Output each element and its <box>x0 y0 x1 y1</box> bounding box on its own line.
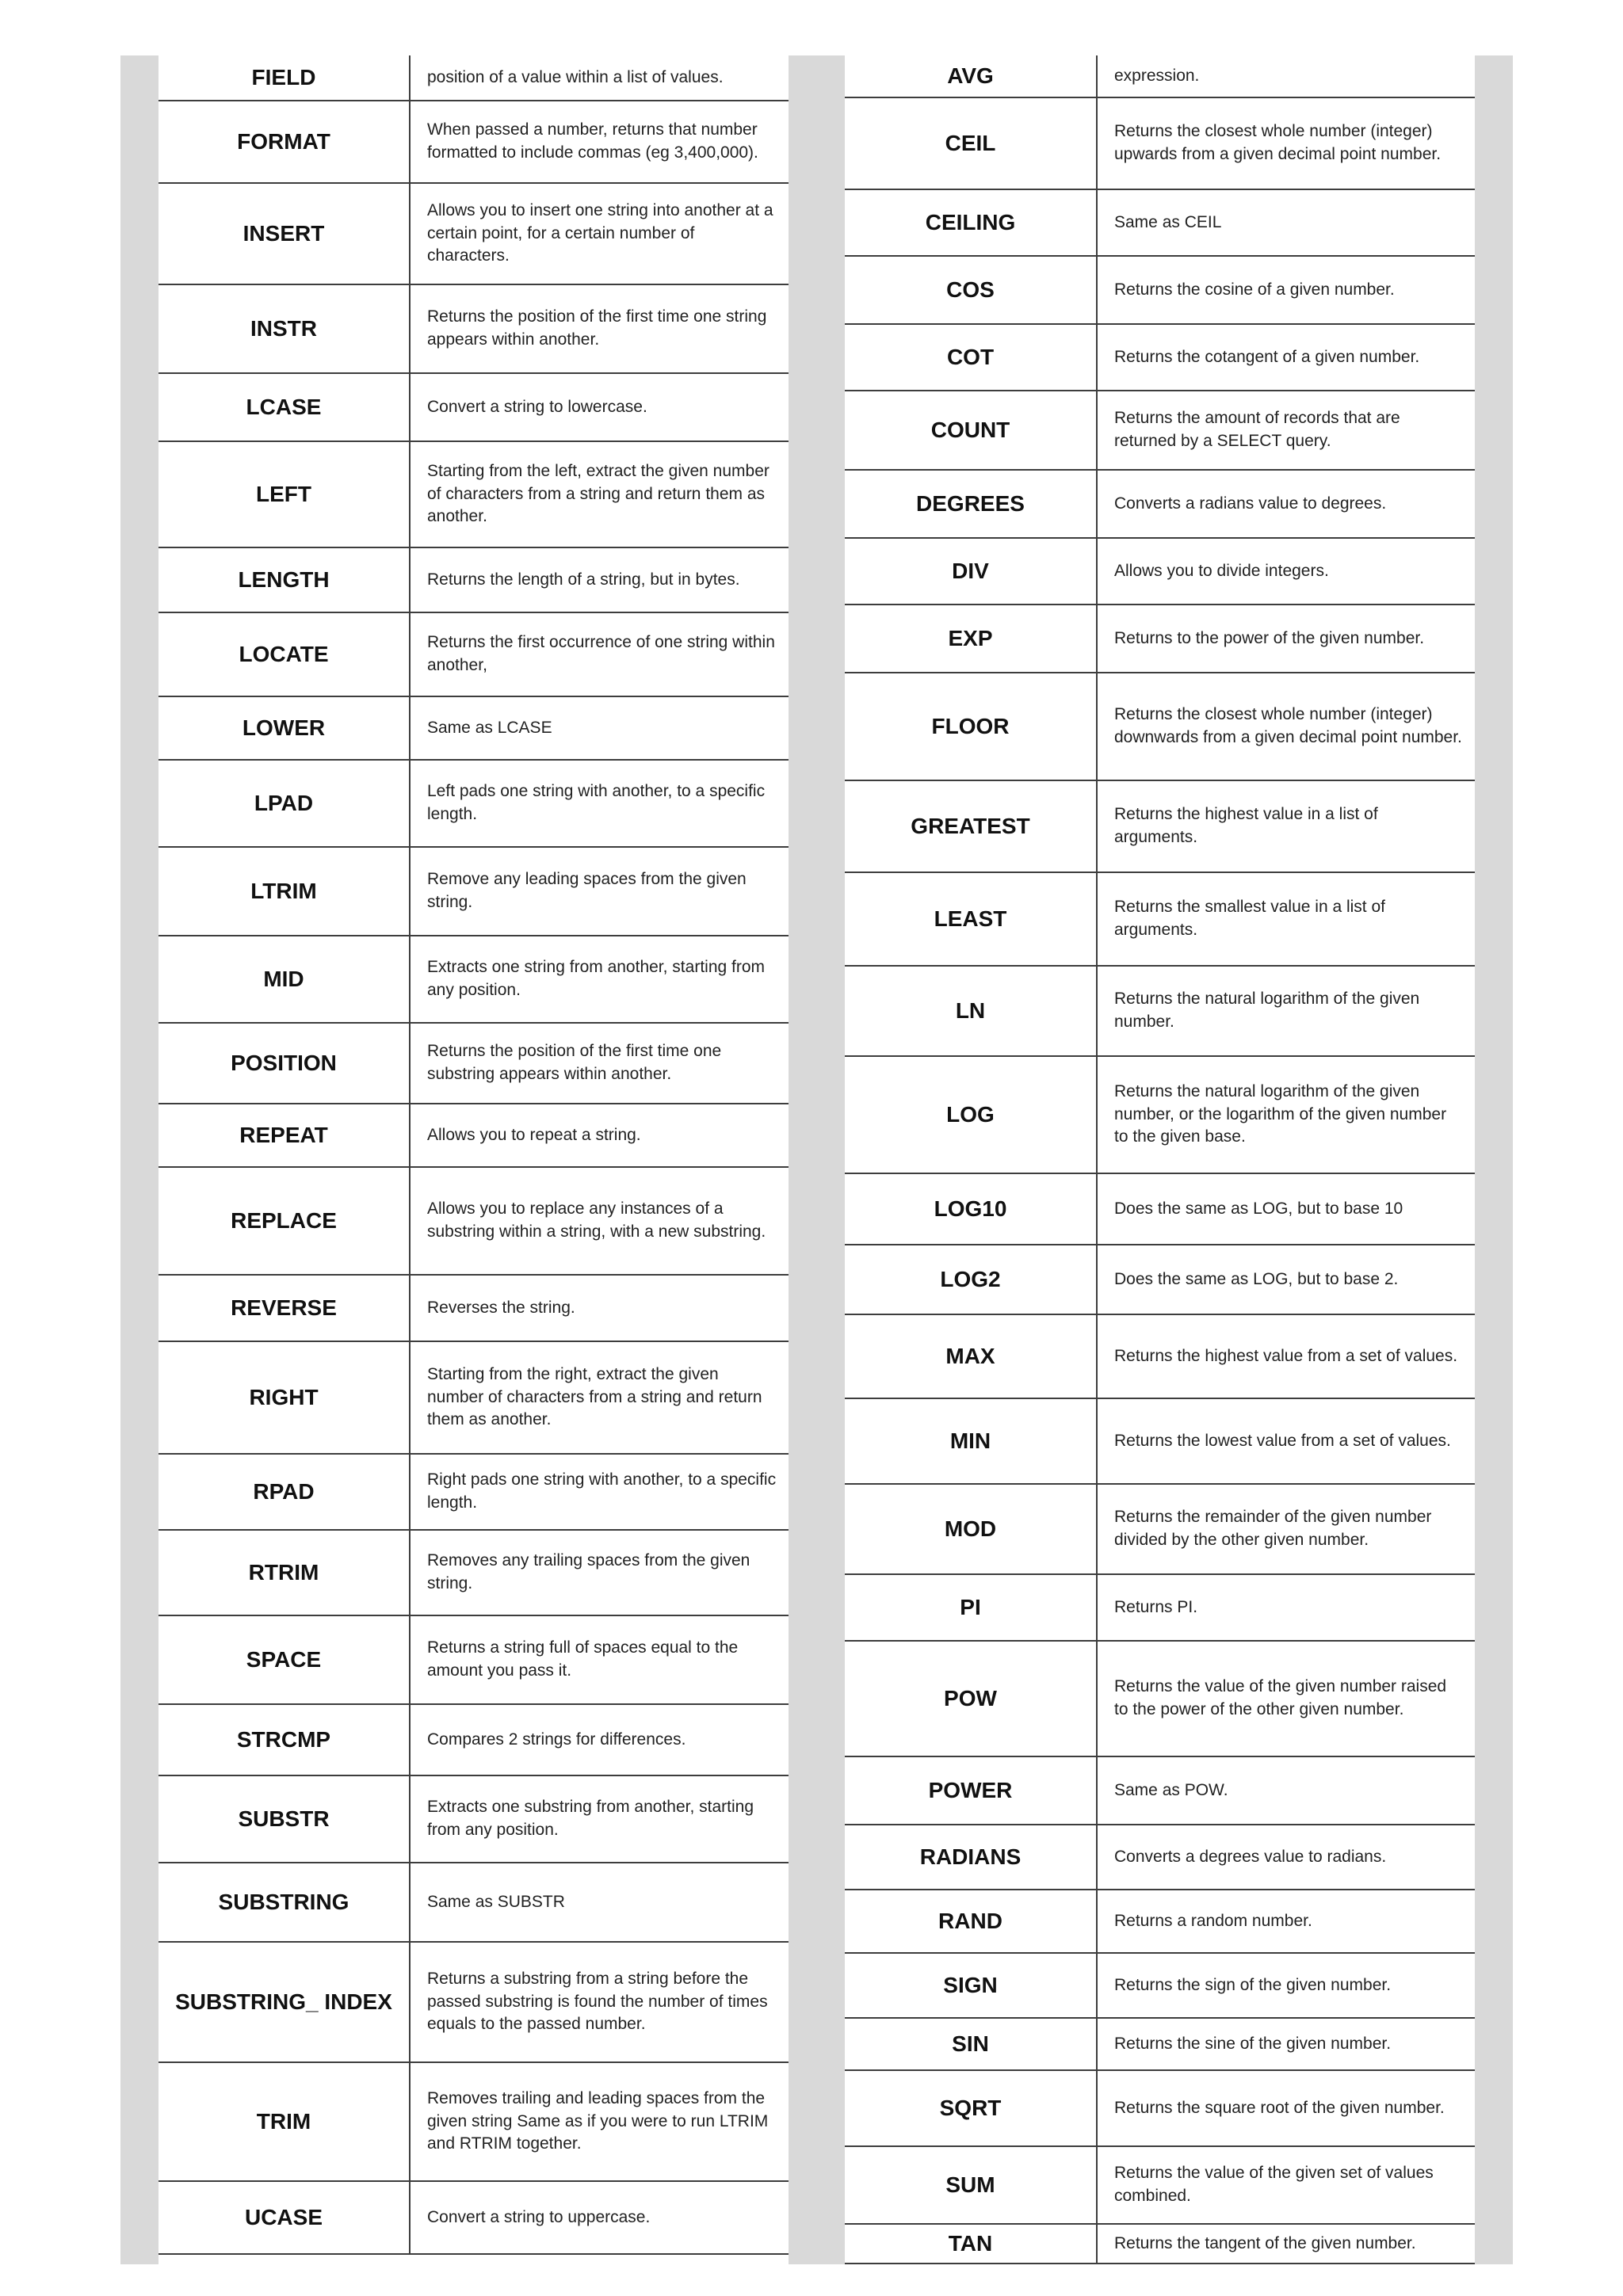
table-row <box>158 613 789 697</box>
table-row <box>158 55 789 101</box>
function-name: FLOOR <box>845 673 1098 780</box>
left-margin-band <box>120 55 158 2264</box>
table-row <box>845 98 1475 190</box>
function-description: Returns the cotangent of a given number. <box>1114 347 1420 366</box>
function-name: INSERT <box>158 184 411 284</box>
function-description: position of a value within a list of values. <box>427 67 724 86</box>
function-description: Reverses the string. <box>427 1298 575 1317</box>
function-name: LOG10 <box>845 1174 1098 1244</box>
table-row <box>158 374 789 442</box>
numeric-functions-table <box>845 55 1475 2264</box>
function-description: Returns the first occurrence of one string within another, <box>427 633 775 674</box>
function-description: Returns the highest value from a set of values. <box>1114 1346 1458 1365</box>
table-row <box>845 1890 1475 1954</box>
function-name: RADIANS <box>845 1825 1098 1889</box>
table-row <box>158 442 789 548</box>
function-name: COT <box>845 325 1098 390</box>
table-row <box>845 1642 1475 1757</box>
function-name: FIELD <box>158 55 411 100</box>
function-name: SIGN <box>845 1954 1098 2017</box>
function-name: COUNT <box>845 391 1098 469</box>
table-row <box>158 1776 789 1863</box>
table-row <box>845 2071 1475 2147</box>
table-row <box>158 1342 789 1455</box>
table-row <box>845 257 1475 325</box>
function-name: MID <box>158 936 411 1022</box>
table-row <box>845 1174 1475 1245</box>
function-name: SUBSTRING_ INDEX <box>158 1943 411 2061</box>
function-name: PI <box>845 1575 1098 1640</box>
function-name: CEILING <box>845 190 1098 255</box>
function-description: Left pads one string with another, to a specific length. <box>427 782 766 823</box>
function-name: LCASE <box>158 374 411 441</box>
function-name: DIV <box>845 539 1098 604</box>
right-margin-band <box>1475 55 1513 2264</box>
function-description: When passed a number, returns that number formatted to include commas (eg 3,400,000). <box>427 120 758 162</box>
function-description: Allows you to repeat a string. <box>427 1125 641 1144</box>
table-row <box>845 1575 1475 1642</box>
function-name: MIN <box>845 1399 1098 1483</box>
function-description: Returns the closest whole number (integer) upwards from a given decimal point number. <box>1114 122 1442 163</box>
function-description: Returns the sine of the given number. <box>1114 2034 1392 2053</box>
table-row <box>158 936 789 1024</box>
function-name: COS <box>845 257 1098 323</box>
function-description: Returns a substring from a string before the passed substring is found the number of times equals to the passed number. <box>427 1970 768 2034</box>
function-description: Converts a degrees value to radians. <box>1114 1847 1387 1866</box>
function-description: Returns the cosine of a given number. <box>1114 280 1395 299</box>
function-name: LOG2 <box>845 1245 1098 1314</box>
function-description: Does the same as LOG, but to base 10 <box>1114 1199 1403 1218</box>
table-row <box>158 285 789 374</box>
function-description: Returns to the power of the given number. <box>1114 628 1425 647</box>
table-row <box>158 848 789 936</box>
function-name: DEGREES <box>845 471 1098 537</box>
function-name: POSITION <box>158 1024 411 1103</box>
table-row <box>845 1485 1475 1575</box>
function-description: Returns a string full of spaces equal to the amount you pass it. <box>427 1638 739 1680</box>
function-name: TAN <box>845 2225 1098 2263</box>
function-description: Returns the square root of the given number. <box>1114 2098 1445 2117</box>
function-name: SQRT <box>845 2071 1098 2145</box>
function-name: LEFT <box>158 442 411 547</box>
function-name: INSTR <box>158 285 411 372</box>
table-row <box>845 55 1475 98</box>
table-row <box>158 2063 789 2182</box>
function-name: LOG <box>845 1057 1098 1173</box>
table-row <box>845 471 1475 539</box>
table-row <box>845 1315 1475 1399</box>
function-name: AVG <box>845 55 1098 97</box>
function-name: TRIM <box>158 2063 411 2180</box>
function-name: RAND <box>845 1890 1098 1952</box>
function-name: SIN <box>845 2019 1098 2069</box>
function-description: expression. <box>1114 66 1200 85</box>
table-row <box>158 1276 789 1342</box>
function-name: RTRIM <box>158 1531 411 1615</box>
table-row <box>845 1399 1475 1485</box>
table-row <box>845 2225 1475 2264</box>
table-row <box>158 1024 789 1104</box>
table-row <box>845 967 1475 1057</box>
string-functions-table <box>158 55 789 2264</box>
function-description: Does the same as LOG, but to base 2. <box>1114 1269 1399 1288</box>
function-description: Returns a random number. <box>1114 1911 1312 1930</box>
function-description: Same as POW. <box>1114 1780 1228 1799</box>
function-name: RPAD <box>158 1455 411 1529</box>
center-gutter-band <box>789 55 845 2264</box>
function-description: Converts a radians value to degrees. <box>1114 494 1387 513</box>
function-name: REPLACE <box>158 1168 411 1274</box>
function-description: Returns the value of the given set of values combined. <box>1114 2164 1434 2205</box>
function-name: SUBSTRING <box>158 1863 411 1941</box>
function-description: Convert a string to uppercase. <box>427 2207 651 2226</box>
function-description: Removes any trailing spaces from the given string. <box>427 1551 750 1592</box>
function-name: FORMAT <box>158 101 411 182</box>
table-row <box>158 1168 789 1276</box>
table-row <box>845 873 1475 967</box>
table-row <box>158 697 789 761</box>
function-description: Extracts one substring from another, starting from any position. <box>427 1798 754 1839</box>
function-description: Returns the amount of records that are returned by a SELECT query. <box>1114 409 1400 450</box>
function-description: Removes trailing and leading spaces from the given string Same as if you were to run LTRIM and RTRIM together. <box>427 2089 769 2153</box>
function-description: Right pads one string with another, to a specific length. <box>427 1470 777 1512</box>
table-row <box>158 184 789 285</box>
table-row <box>845 539 1475 605</box>
table-row <box>845 1954 1475 2019</box>
function-name: POWER <box>845 1757 1098 1824</box>
function-name: CEIL <box>845 98 1098 189</box>
function-description: Returns the position of the first time one string appears within another. <box>427 307 767 349</box>
function-description: Compares 2 strings for differences. <box>427 1730 686 1749</box>
function-name: LTRIM <box>158 848 411 935</box>
function-description: Allows you to insert one string into another at a certain point, for a certain number of characters. <box>427 201 773 265</box>
function-name: SPACE <box>158 1616 411 1703</box>
function-description: Returns the sign of the given number. <box>1114 1975 1392 1994</box>
function-description: Allows you to replace any instances of a substring within a string, with a new substring. <box>427 1199 766 1241</box>
function-description: Convert a string to lowercase. <box>427 397 647 416</box>
function-description: Returns the position of the first time one substring appears within another. <box>427 1042 722 1083</box>
function-description: Returns the value of the given number raised to the power of the other given number. <box>1114 1677 1447 1718</box>
function-name: REVERSE <box>158 1276 411 1341</box>
function-description: Returns the length of a string, but in bytes. <box>427 570 740 589</box>
table-row <box>845 2019 1475 2071</box>
function-description: Returns the closest whole number (integer) downwards from a given decimal point number. <box>1114 705 1462 746</box>
table-row <box>845 190 1475 257</box>
function-name: LOCATE <box>158 613 411 696</box>
function-description: Returns the remainder of the given number divided by the other given number. <box>1114 1508 1432 1549</box>
table-row <box>158 761 789 848</box>
table-row <box>158 2182 789 2255</box>
table-row <box>845 605 1475 673</box>
table-row <box>845 391 1475 471</box>
function-description: Extracts one string from another, starting from any position. <box>427 958 766 999</box>
function-name: STRCMP <box>158 1705 411 1775</box>
table-row <box>158 1616 789 1705</box>
table-row <box>158 1863 789 1943</box>
table-row <box>845 1825 1475 1890</box>
function-description: Starting from the left, extract the given number of characters from a string and return them as another. <box>427 462 769 526</box>
function-name: REPEAT <box>158 1104 411 1166</box>
function-description: Same as CEIL <box>1114 212 1222 231</box>
function-description: Allows you to divide integers. <box>1114 561 1329 580</box>
function-name: LENGTH <box>158 548 411 612</box>
function-description: Returns the natural logarithm of the given number. <box>1114 990 1420 1031</box>
function-name: LEAST <box>845 873 1098 965</box>
function-description: Returns the lowest value from a set of values. <box>1114 1431 1451 1450</box>
table-row <box>845 1245 1475 1315</box>
function-name: EXP <box>845 605 1098 672</box>
function-description: Returns the smallest value in a list of arguments. <box>1114 898 1385 939</box>
function-name: LN <box>845 967 1098 1055</box>
table-row <box>845 1057 1475 1174</box>
function-description: Same as LCASE <box>427 718 552 737</box>
function-description: Same as SUBSTR <box>427 1892 565 1911</box>
function-description: Starting from the right, extract the given number of characters from a string and return them as another. <box>427 1365 762 1429</box>
table-row <box>845 673 1475 781</box>
table-row <box>158 1705 789 1776</box>
table-row <box>158 1455 789 1531</box>
function-name: MOD <box>845 1485 1098 1573</box>
function-description: Remove any leading spaces from the given string. <box>427 870 747 911</box>
function-name: SUM <box>845 2147 1098 2223</box>
table-row <box>158 548 789 613</box>
table-row <box>845 2147 1475 2225</box>
function-description: Returns the natural logarithm of the given number, or the logarithm of the given number to the given base. <box>1114 1082 1447 1146</box>
table-row <box>158 1531 789 1616</box>
function-description: Returns the highest value in a list of arguments. <box>1114 805 1378 846</box>
function-name: LOWER <box>158 697 411 759</box>
table-row <box>845 1757 1475 1825</box>
function-name: SUBSTR <box>158 1776 411 1862</box>
table-row <box>158 1104 789 1168</box>
function-name: RIGHT <box>158 1342 411 1453</box>
function-name: UCASE <box>158 2182 411 2253</box>
table-row <box>158 1943 789 2063</box>
function-name: GREATEST <box>845 781 1098 871</box>
function-description: Returns the tangent of the given number. <box>1114 2233 1416 2252</box>
table-row <box>845 325 1475 391</box>
table-row <box>845 781 1475 873</box>
function-description: Returns PI. <box>1114 1597 1198 1616</box>
table-row <box>158 101 789 184</box>
function-name: LPAD <box>158 761 411 846</box>
function-name: POW <box>845 1642 1098 1756</box>
function-name: MAX <box>845 1315 1098 1398</box>
